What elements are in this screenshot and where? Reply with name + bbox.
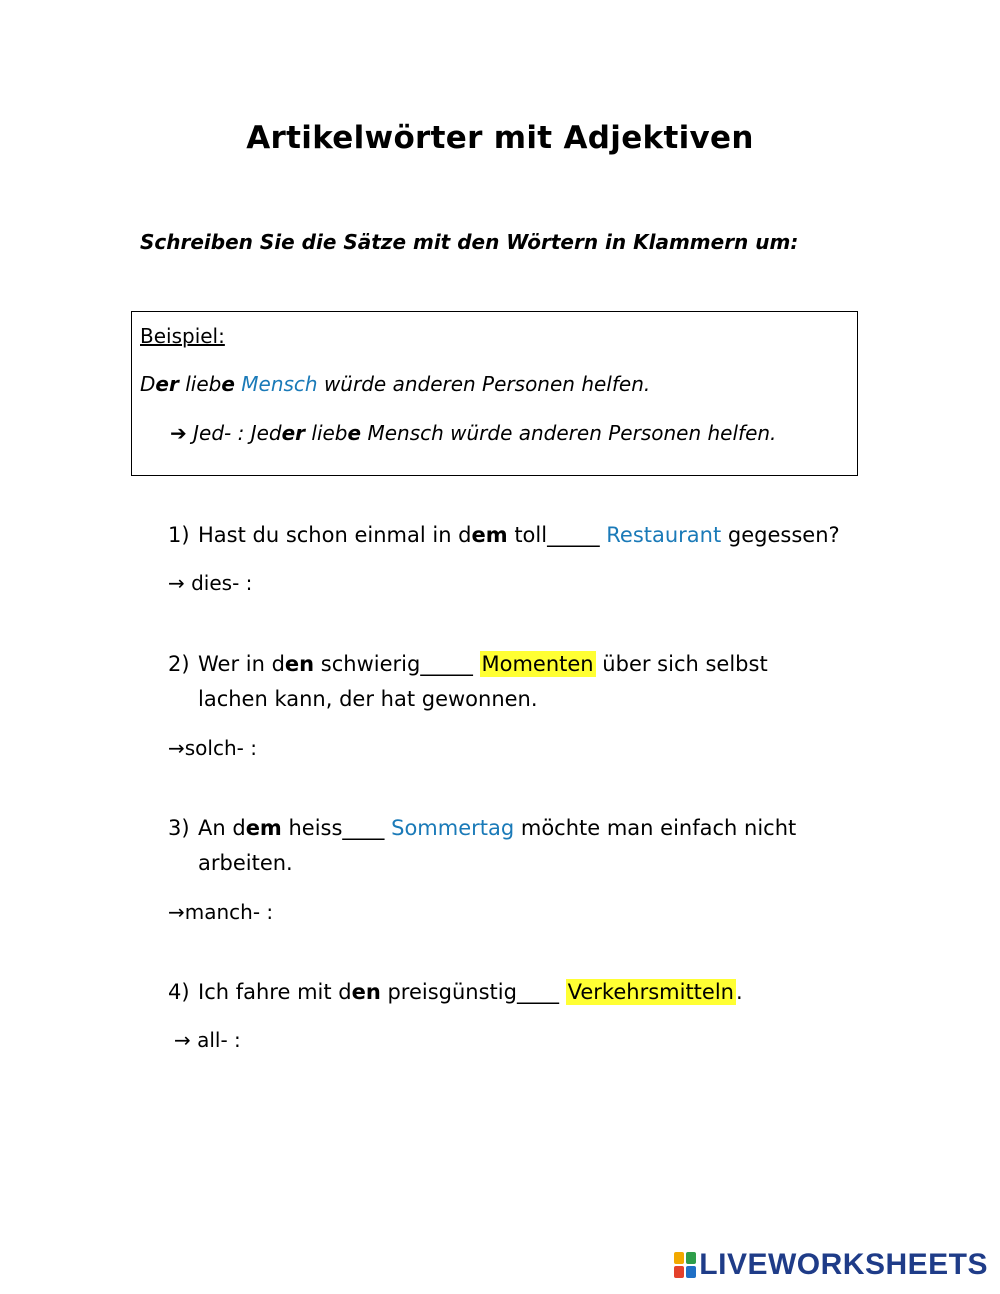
example-answer-rest: Mensch würde anderen Personen helfen.: [361, 421, 777, 445]
example-noun: Mensch: [241, 372, 318, 396]
example-answer-ending: er: [281, 421, 306, 445]
task-text: An d: [198, 816, 246, 840]
task-1-hint: → dies- :: [168, 571, 253, 595]
example-adjective-ending: e: [221, 372, 235, 396]
task-noun: Verkehrsmitteln: [567, 980, 734, 1004]
task-text: Wer in d: [198, 652, 285, 676]
example-label: Beispiel:: [140, 324, 225, 348]
task-number: 1): [168, 523, 190, 547]
task-1: [168, 523, 840, 547]
example-adjective: lieb: [178, 372, 222, 396]
liveworksheets-logo: [674, 1250, 988, 1280]
task-text-blank: schwierig_____: [314, 652, 480, 676]
liveworksheets-logo-icon: [674, 1252, 696, 1278]
task-text-end: gegessen?: [721, 523, 840, 547]
logo-text: LIVEWORKSHEETS: [699, 1248, 988, 1281]
task-text-blank: preisgünstig____: [380, 980, 566, 1004]
task-noun: Restaurant: [606, 523, 722, 547]
example-rest: würde anderen Personen helfen.: [317, 372, 651, 396]
task-text-blank: toll_____: [507, 523, 607, 547]
task-text-end: möchte man einfach nicht: [514, 816, 797, 840]
example-article-d: D: [140, 372, 156, 396]
task-number: 4): [168, 980, 190, 1004]
example-answer: [170, 421, 776, 445]
task-noun: Momenten: [481, 652, 594, 676]
task-2-hint: →solch- :: [168, 736, 257, 760]
article-ending: em: [245, 816, 282, 840]
article-ending: em: [471, 523, 508, 547]
article-ending: en: [351, 980, 381, 1004]
task-4-hint: → all- :: [174, 1028, 241, 1052]
task-text-end: über sich selbst: [595, 652, 768, 676]
task-text: Hast du schon einmal in d: [198, 523, 472, 547]
instruction: Schreiben Sie die Sätze mit den Wörtern in Klammern um:: [140, 230, 799, 254]
task-4: [168, 980, 743, 1004]
example-sentence: [140, 372, 650, 396]
task-number: 2): [168, 652, 190, 676]
task-text-end: .: [735, 980, 743, 1004]
task-text-blank: heiss____: [281, 816, 392, 840]
task-3: [168, 816, 796, 840]
task-number: 3): [168, 816, 190, 840]
example-answer-adjective: lieb: [305, 421, 348, 445]
example-answer-prompt: Jed- : Jed: [186, 421, 282, 445]
example-answer-adjective-ending: e: [347, 421, 362, 445]
task-noun: Sommertag: [391, 816, 515, 840]
page-title: Artikelwörter mit Adjektiven: [246, 120, 754, 156]
arrow-right-icon: ➔: [170, 421, 187, 445]
task-3-hint: →manch- :: [168, 900, 274, 924]
example-article-ending: er: [155, 372, 179, 396]
task-2-line-2: lachen kann, der hat gewonnen.: [198, 687, 538, 711]
task-3-line-2: arbeiten.: [198, 851, 293, 875]
task-text: Ich fahre mit d: [198, 980, 352, 1004]
article-ending: en: [284, 652, 315, 676]
task-2: [168, 652, 768, 676]
